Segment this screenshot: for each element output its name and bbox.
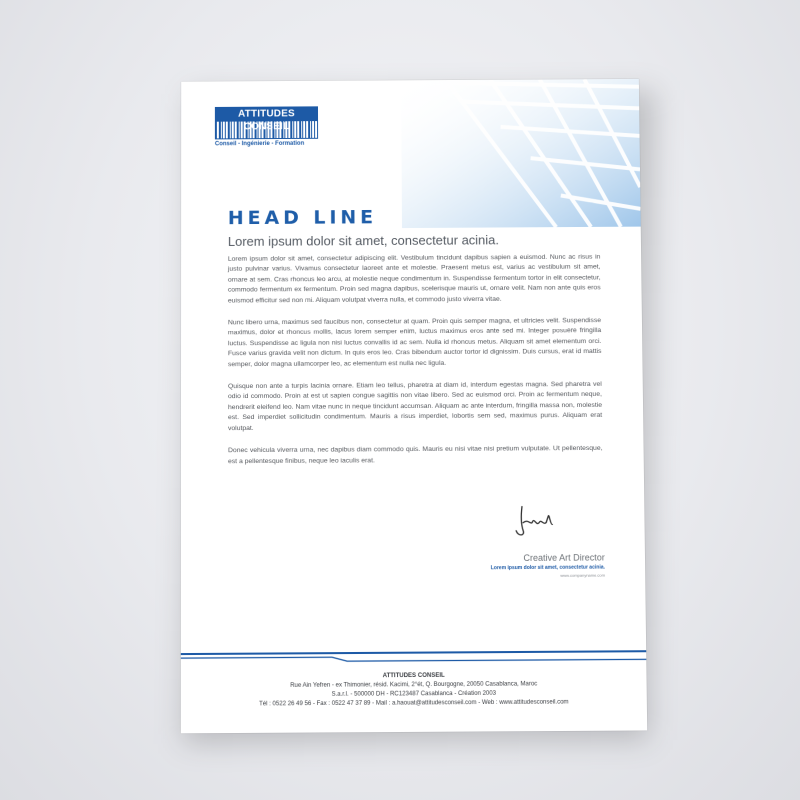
letter-body — [228, 253, 603, 480]
signatory-subtitle: Lorem ipsum dolor sit amet, consectetur acinia. — [490, 564, 605, 572]
company-logo — [215, 106, 318, 147]
signatory-website: www.companyname.com — [560, 572, 606, 578]
handwritten-signature — [508, 500, 569, 539]
footer-address: Rue Ain Yefren - ex Thimonier, résid. Kacimi, 2°ét, Q. Bourgogne, 20050 Casablanca, Maroc — [290, 681, 538, 689]
logo-tagline: Conseil - Ingénierie - Formation — [214, 140, 305, 148]
body-paragraph: Lorem ipsum dolor sit amet, consectetur adipiscing elit. Vestibulum tincidunt dapibus sapien a euismod. Nunc ac risus in justo pulvinar varius. Vivamus consectetur laoreet ante et molestie. Praesent metus est, varius ac vestibulum sit amet, ornare at sem. Cras rhoncus leo arcu, at molestie neque condimentum in. Suspendisse fermentum tortor in elit consectetur, commodo fermentum ex fermentum. Proin sed magna dapibus, scelerisque mauris ut, ornare velit. Nam non ante quis eros euismod efficitur sed non mi. Aliquam volutpat viverra nulla, et commodo justo viverra vitae. — [227, 253, 601, 305]
letter-footer — [199, 671, 629, 710]
signatory-title: Creative Art Director — [523, 552, 605, 563]
letterhead-page — [181, 79, 647, 733]
footer-contact-info: Tél : 0522 26 49 56 - Fax : 0522 47 37 89 - Mail : a.haouat@attitudesconseil.com - Web : www.attitudesconseil.com — [259, 699, 569, 708]
body-paragraph: Nunc libero urna, maximus sed faucibus non, consectetur at quam. Proin quis semper magna, et ultricies velit. Suspendisse maximus, dolor et rhoncus mollis, lacus lorem semper enim, luctus maximus eros ante sed mi. Integer posuere fringilla luctus. Suspendisse ac ligula non nisi luctus convallis id ac sem. Nulla id rhoncus metus. Aliquam sit amet elementum orci. Fusce varius gravida velit non dictum. In quis eros leo. Cras bibendum auctor tortor id dignissim. Duis cursus, erat id mattis semper, dolor magna ullamcorper leo, ac elementum est nulla nec ligula. — [227, 317, 602, 368]
footer-legal-info: S.a.r.l. - 500000 DH - RC123487 Casablanca - Création 2003 — [331, 690, 497, 698]
footer-divider-graphic — [181, 649, 646, 664]
body-paragraph: Quisque non ante a turpis lacinia ornare. Etiam leo tellus, pharetra at diam id, interdum egestas magna. Sed pharetra vel odio id commodo. Proin at est ut sapien congue sagittis non vitae libero. Sed ac euismod orci. Proin ac fermentum neque, hendrerit eleifend leo. Nam vitae nunc in neque tincidunt accumsan. Aliquam ac ante interdum, fringilla massa non, molestie est. Sed imperdiet sollicitudin condimentum. Mauris a risus imperdiet, lobortis sem sed, maximus purus. Aliquam erat volutpat. — [227, 380, 603, 432]
headline: HEAD LINE — [227, 206, 378, 230]
body-paragraph: Donec vehicula viverra urna, nec dapibus diam commodo quis. Mauris eu nisi vitae nisi pretium vulputate. Ut pellentesque, est a pellentesque finibus, neque leo iaculis erat. — [228, 444, 603, 465]
footer-company-name: ATTITUDES CONSEIL — [382, 672, 445, 680]
perspective-grid-graphic — [342, 79, 641, 229]
subheading: Lorem ipsum dolor sit amet, consectetur acinia. — [227, 232, 500, 249]
logo-wordmark: ATTITUDES CONSEIL — [215, 106, 318, 121]
